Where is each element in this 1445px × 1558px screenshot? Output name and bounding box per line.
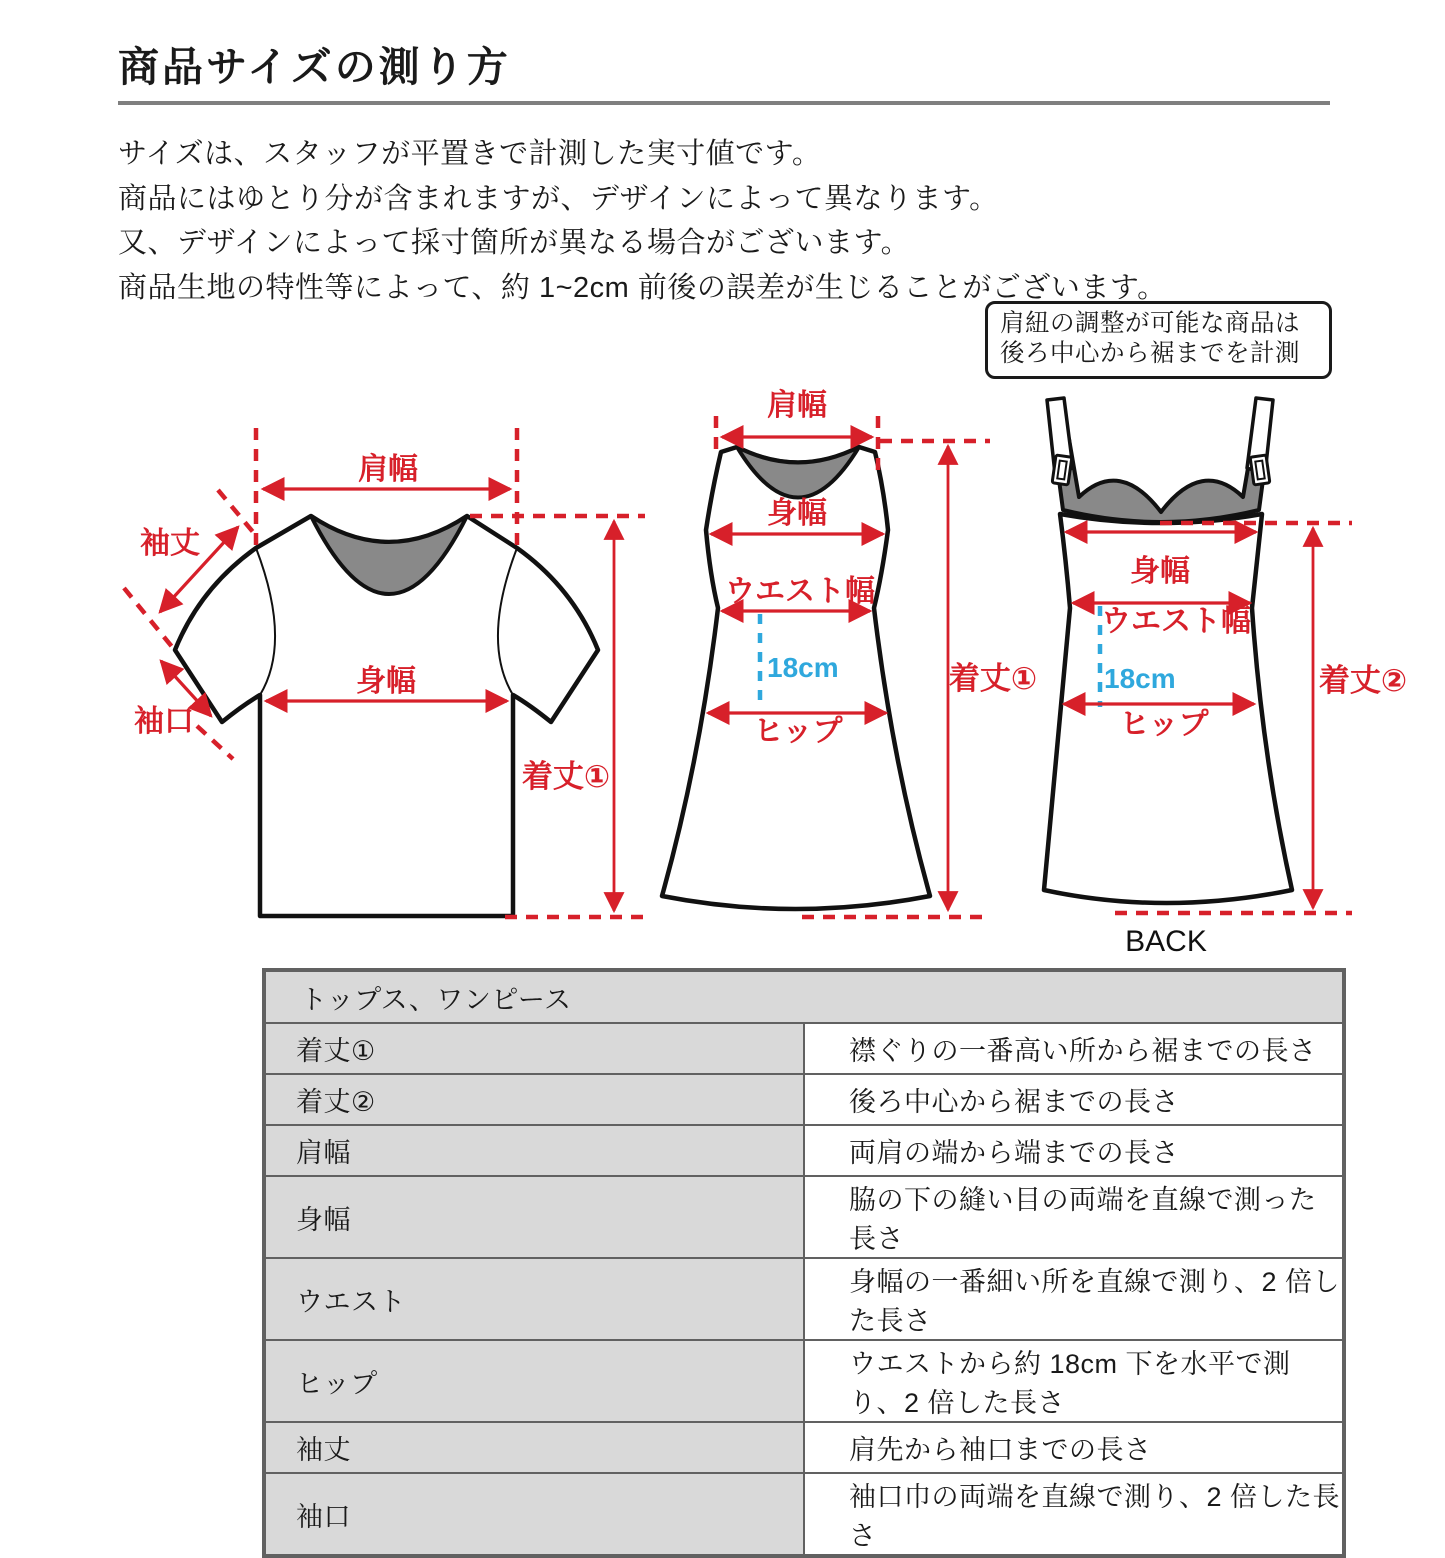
dress-length-label: 着丈① xyxy=(948,661,1038,696)
intro-line-3: 又、デザインによって採寸箇所が異なる場合がございます。 xyxy=(118,227,911,259)
title-rule-divider xyxy=(118,101,1330,105)
tshirt-sleeve-length-label: 袖丈 xyxy=(140,527,200,560)
dress-hip-label: ヒップ xyxy=(753,715,843,748)
intro-paragraph xyxy=(118,132,1167,310)
size-definition-table xyxy=(262,968,1346,1558)
tshirt-cuff-label: 袖口 xyxy=(134,705,194,738)
desc-cell: ウエストから約 18cm 下を水平で測り、2 倍した長さ xyxy=(804,1340,1344,1422)
desc-cell: 脇の下の縫い目の両端を直線で測った長さ xyxy=(804,1176,1344,1258)
table-row xyxy=(264,1125,1344,1176)
term-cell: 袖丈 xyxy=(264,1422,804,1473)
camisole-body-width-label: 身幅 xyxy=(1130,555,1190,588)
intro-line-4: 商品生地の特性等によって、約 1~2cm 前後の誤差が生じることがございます。 xyxy=(118,271,1167,304)
camisole-bra-back-panel xyxy=(1054,439,1268,522)
page-title: 商品サイズの測り方 xyxy=(118,44,511,90)
dress-18cm-label: 18cm xyxy=(767,652,839,683)
intro-line-2: 商品にはゆとり分が含まれますが、デザインによって異なります。 xyxy=(118,182,999,215)
camisole-strap-slider-right xyxy=(1250,455,1270,485)
camisole-18cm-label: 18cm xyxy=(1104,663,1176,694)
dress-body-width-label: 身幅 xyxy=(767,497,827,530)
tshirt-sleeve-tick-bottom xyxy=(124,588,173,648)
dress-shoulder-width-label: 肩幅 xyxy=(767,389,827,422)
desc-cell: 両肩の端から端までの長さ xyxy=(804,1125,1344,1176)
measurement-diagram xyxy=(0,375,1445,980)
term-cell: 袖口 xyxy=(264,1473,804,1556)
term-cell: ヒップ xyxy=(264,1340,804,1422)
camisole-strap-slider-left xyxy=(1052,455,1072,485)
term-cell: 肩幅 xyxy=(264,1125,804,1176)
term-cell: 着丈① xyxy=(264,1023,804,1074)
dress-diagram xyxy=(662,389,1037,917)
desc-cell: 後ろ中心から裾までの長さ xyxy=(804,1074,1344,1125)
table-row xyxy=(264,1176,1344,1258)
desc-cell: 袖口巾の両端を直線で測り、2 倍した長さ xyxy=(804,1473,1344,1556)
term-cell: ウエスト xyxy=(264,1258,804,1340)
desc-cell: 襟ぐりの一番高い所から裾までの長さ xyxy=(804,1023,1344,1074)
table-row xyxy=(264,1340,1344,1422)
strap-note-box xyxy=(985,301,1332,379)
term-cell: 身幅 xyxy=(264,1176,804,1258)
strap-note-line-1: 肩紐の調整が可能な商品は xyxy=(1000,310,1300,337)
camisole-hip-label: ヒップ xyxy=(1119,708,1209,741)
table-row xyxy=(264,1023,1344,1074)
table-row xyxy=(264,1258,1344,1340)
desc-cell: 身幅の一番細い所を直線で測り、2 倍した長さ xyxy=(804,1258,1344,1340)
table-row xyxy=(264,1422,1344,1473)
table-row xyxy=(264,1074,1344,1125)
camisole-length-label: 着丈② xyxy=(1318,663,1408,698)
tshirt-shoulder-width-label: 肩幅 xyxy=(358,453,418,486)
table-header-cell: トップス、ワンピース xyxy=(264,970,1344,1023)
camisole-waist-label: ウエスト幅 xyxy=(1101,605,1251,638)
dress-waist-label: ウエスト幅 xyxy=(725,575,875,608)
camisole-diagram xyxy=(1044,398,1407,958)
tshirt-sleeve-tick-top xyxy=(218,490,253,532)
tshirt-diagram xyxy=(124,428,645,917)
term-cell: 着丈② xyxy=(264,1074,804,1125)
table-row xyxy=(264,1473,1344,1556)
tshirt-cuff-tick xyxy=(197,726,233,759)
table-header-row xyxy=(264,970,1344,1023)
back-view-caption: BACK xyxy=(1125,925,1207,958)
tshirt-length-label: 着丈① xyxy=(521,759,611,794)
tshirt-body-width-label: 身幅 xyxy=(356,665,416,698)
strap-note-line-2: 後ろ中心から裾までを計測 xyxy=(1000,340,1300,367)
intro-line-1: サイズは、スタッフが平置きで計測した実寸値です。 xyxy=(118,138,822,170)
desc-cell: 肩先から袖口までの長さ xyxy=(804,1422,1344,1473)
